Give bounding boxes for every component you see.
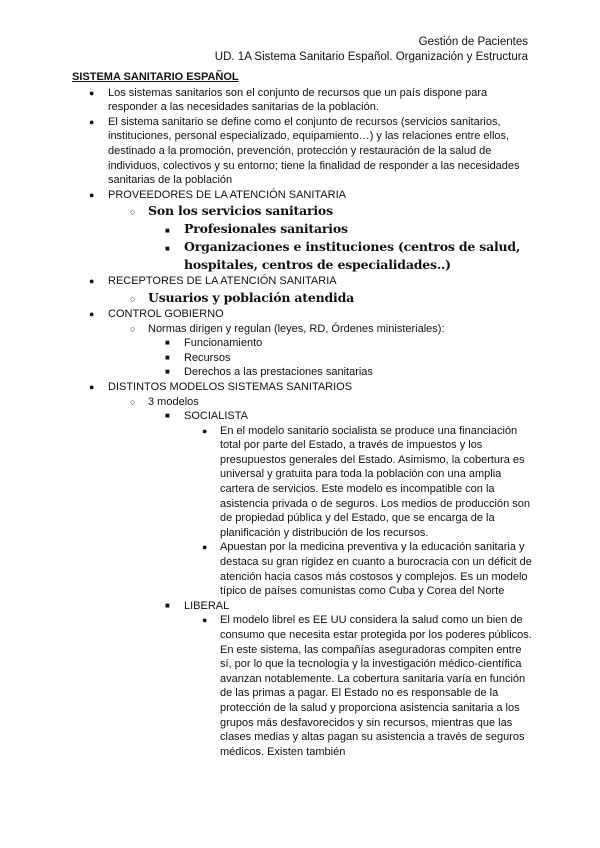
bullet-dot-icon: ● bbox=[89, 189, 95, 200]
course-name: Gestión de Pacientes bbox=[418, 36, 528, 48]
section-heading: CONTROL GOBIERNO bbox=[108, 307, 224, 320]
bullet-circle-icon: ○ bbox=[130, 396, 136, 407]
list-item bbox=[184, 424, 534, 541]
paragraph-text: Apuestan por la medicina preventiva y la educación sanitaria y destaca su gran rigidez en cuanto a burocracia con un déficit de atención hacia casos más costosos y complejos. Es un modelo típico de países comunistas como Cuba y Corea del Norte bbox=[220, 541, 532, 598]
bullet-dot-icon: ● bbox=[202, 425, 208, 436]
item-text: Normas dirigen y regulan (leyes, RD, Órdenes ministeriales): bbox=[148, 322, 445, 335]
subheading: Usuarios y población atendida bbox=[148, 289, 355, 305]
bullet-square-icon: ■ bbox=[165, 367, 170, 377]
bullet-square-icon: ■ bbox=[165, 226, 170, 236]
model-heading: SOCIALISTA bbox=[184, 410, 248, 423]
subheading: Profesionales sanitarios bbox=[184, 221, 348, 237]
list-item bbox=[184, 613, 534, 759]
bullet-dot-icon: ● bbox=[89, 308, 95, 319]
document-title: SISTEMA SANITARIO ESPAÑOL bbox=[72, 71, 239, 83]
paragraph-text: El modelo librel es EE UU considera la salud como un bien de consumo que necesita estar protegida por los poderes públicos. En este sistema, las compañías aseguradoras compiten entre sí, por lo que la tecnología y la investigación médico-científica avanzan notablemente. La cobertura sanitaria varía en función de las primas a pagar. El Estado no es responsable de la protección de la salud y proporciona asistencia sanitaria a los grupos más desfavorecidos y sin recursos, mientras que las clases medias y altas pagan su asistencia a través de seguros médicos. Existen también bbox=[220, 614, 532, 758]
list-item bbox=[148, 220, 534, 238]
bullet-square-icon: ■ bbox=[165, 352, 170, 362]
list-item bbox=[108, 202, 534, 274]
section-heading: RECEPTORES DE LA ATENCIÓN SANITARIA bbox=[108, 275, 337, 288]
list-item bbox=[108, 289, 534, 307]
subheading: Organizaciones e instituciones (centros de salud, hospitales, centros de especialidades..) bbox=[184, 239, 521, 273]
list-item bbox=[72, 115, 534, 188]
list-item bbox=[148, 599, 534, 760]
bullet-square-icon: ■ bbox=[165, 244, 170, 254]
bullet-dot-icon: ● bbox=[89, 87, 95, 98]
section-heading: DISTINTOS MODELOS SISTEMAS SANITARIOS bbox=[108, 380, 353, 393]
bullet-circle-icon: ○ bbox=[130, 293, 136, 304]
definition-text: El sistema sanitario se define como el conjunto de recursos (servicios sanitarios, instituciones, personal especializado, equipamiento…) y las relaciones entre ellos, destinado a la promoción, prevención, protección y restauración de la salud de individuos, colectivos y su entorno; tiene la finalidad de responder a las necesidades sanitarias de la población bbox=[108, 115, 520, 187]
bullet-square-icon: ■ bbox=[165, 338, 170, 348]
section-heading: PROVEEDORES DE LA ATENCIÓN SANITARIA bbox=[108, 188, 346, 201]
list-item bbox=[148, 238, 534, 274]
list-item bbox=[72, 380, 534, 759]
item-text: Recursos bbox=[184, 351, 231, 364]
document-body bbox=[72, 70, 534, 759]
list-item bbox=[148, 365, 534, 380]
list-item bbox=[72, 86, 534, 115]
list-item bbox=[148, 351, 534, 366]
list-item bbox=[72, 188, 534, 275]
item-text: 3 modelos bbox=[148, 395, 199, 408]
main-list bbox=[72, 86, 534, 760]
item-text: Derechos a las prestaciones sanitarias bbox=[184, 366, 373, 379]
bullet-dot-icon: ● bbox=[89, 276, 95, 287]
definition-text: Los sistemas sanitarios son el conjunto de recursos que un país dispone para responder a las necesidades sanitarias de la población. bbox=[108, 86, 488, 114]
subheading: Son los servicios sanitarios bbox=[148, 203, 333, 219]
bullet-circle-icon: ○ bbox=[130, 323, 136, 334]
model-heading: LIBERAL bbox=[184, 599, 230, 612]
list-item bbox=[148, 336, 534, 351]
bullet-square-icon: ■ bbox=[165, 411, 170, 421]
unit-title: UD. 1A Sistema Sanitario Español. Organización y Estructura bbox=[214, 51, 528, 63]
list-item bbox=[108, 395, 534, 760]
paragraph-text: En el modelo sanitario socialista se produce una financiación total por parte del Estado, a través de impuestos y los presupuestos generales del Estado. Asimismo, la cobertura es universal y gratuita para toda la población con una amplia cartera de servicios. Este modelo es incompatible con la asistencia privada o de seguros. Los medios de producción son de propiedad pública y del Estado, que se encarga de la planificación y distribución de los recursos. bbox=[220, 424, 531, 539]
list-item bbox=[72, 274, 534, 307]
bullet-dot-icon: ● bbox=[202, 542, 208, 553]
list-item bbox=[184, 540, 534, 598]
bullet-dot-icon: ● bbox=[89, 381, 95, 392]
bullet-dot-icon: ● bbox=[89, 116, 95, 127]
page-header bbox=[215, 35, 528, 65]
list-item bbox=[148, 409, 534, 599]
bullet-circle-icon: ○ bbox=[130, 207, 136, 218]
list-item bbox=[72, 307, 534, 380]
bullet-square-icon: ■ bbox=[165, 600, 170, 610]
item-text: Funcionamiento bbox=[184, 337, 263, 350]
list-item bbox=[108, 322, 534, 380]
bullet-dot-icon: ● bbox=[202, 615, 208, 626]
